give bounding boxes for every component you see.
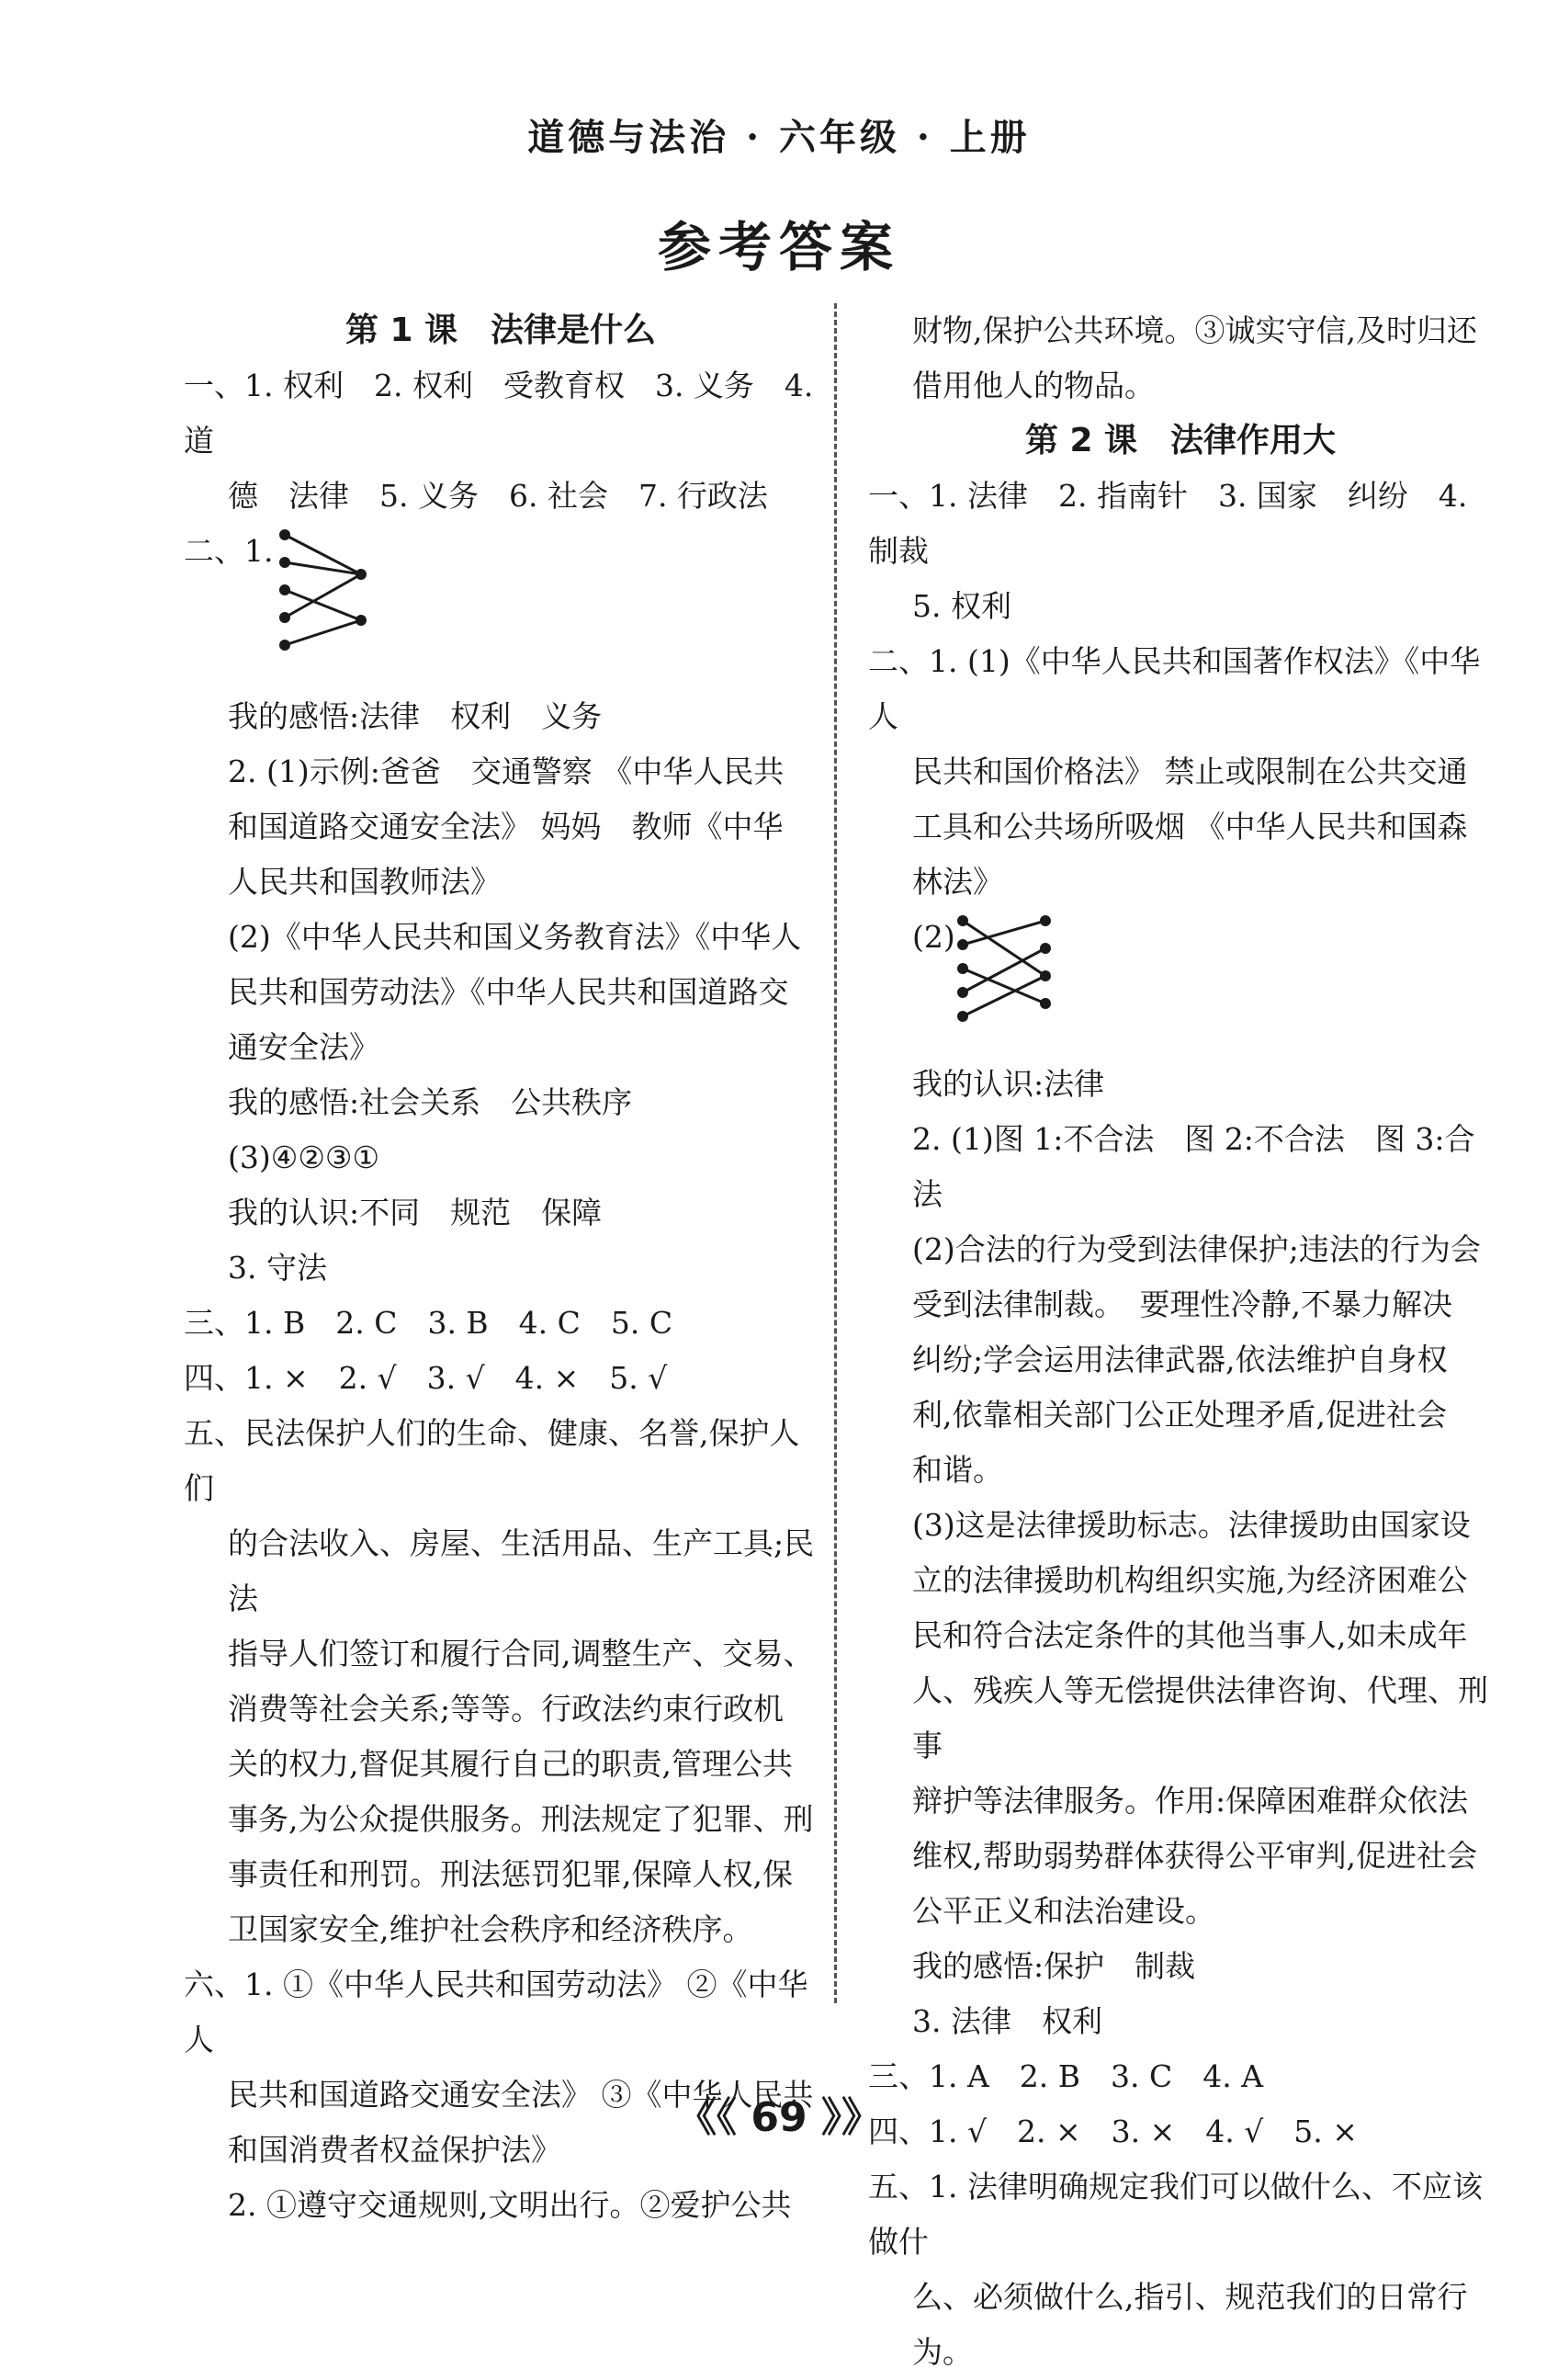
answer-line: 么、必须做什么,指引、规范我们的日常行为。 bbox=[912, 2279, 1468, 2370]
answer-line: 消费等社会关系;等等。行政法约束行政机 bbox=[228, 1691, 785, 1727]
answer-line: 的合法收入、房屋、生活用品、生产工具;民法 bbox=[228, 1525, 815, 1616]
answer-line: 利,依靠相关部门公正处理矛盾,促进社会 bbox=[912, 1397, 1447, 1433]
matching-diagram-2 bbox=[868, 910, 1493, 1057]
answer-line: 我的感悟:社会关系 公共秩序 bbox=[228, 1084, 633, 1120]
answer-line: 关的权力,督促其履行自己的职责,管理公共 bbox=[228, 1746, 793, 1782]
answer-line: 四、1. √ 2. × 3. × 4. √ 5. × bbox=[868, 2114, 1358, 2149]
lesson-1-title: 第 1 课 法律是什么 bbox=[344, 312, 657, 349]
answer-line: 人、残疾人等无偿提供法律咨询、代理、刑事 bbox=[912, 1672, 1488, 1763]
answer-line: 事责任和刑罚。刑法惩罚犯罪,保障人权,保 bbox=[228, 1856, 793, 1892]
matching-lines-diagram bbox=[955, 910, 1056, 1029]
answer-line: 二、1. (1)《中华人民共和国著作权法》《中华人 bbox=[868, 643, 1481, 734]
book-header: 道德与法治 · 六年级 · 上册 bbox=[527, 116, 1031, 159]
matching-lines-diagram bbox=[274, 524, 375, 680]
answer-line: (3)这是法律援助标志。法律援助由国家设 bbox=[912, 1507, 1471, 1543]
answer-line: 德 法律 5. 义务 6. 社会 7. 行政法 bbox=[228, 478, 768, 514]
answer-line: 人民共和国教师法》 bbox=[228, 864, 501, 900]
answer-line: (2)《中华人民共和国义务教育法》《中华人 bbox=[228, 919, 802, 955]
answer-line: 林法》 bbox=[912, 864, 1003, 900]
answer-line: 五、民法保护人们的生命、健康、名誉,保护人们 bbox=[184, 1415, 800, 1506]
answer-line: 一、1. 法律 2. 指南针 3. 国家 纠纷 4. 制裁 bbox=[868, 478, 1468, 569]
page-title: 参考答案 bbox=[657, 216, 900, 278]
answer-line: 六、1. ①《中华人民共和国劳动法》 ②《中华人 bbox=[184, 1966, 808, 2057]
answer-line: 财物,保护公共环境。③诚实守信,及时归还 bbox=[912, 312, 1477, 348]
answer-line: 我的认识:不同 规范 保障 bbox=[228, 1195, 603, 1230]
answer-line: 我的感悟:法律 权利 义务 bbox=[228, 698, 603, 734]
answer-line: 公平正义和法治建设。 bbox=[912, 1893, 1215, 1929]
lesson-2-title: 第 2 课 法律作用大 bbox=[1024, 422, 1337, 459]
answer-line: 2. (1)示例:爸爸 交通警察 《中华人民共 bbox=[228, 754, 785, 789]
answer-line: 我的认识:法律 bbox=[912, 1066, 1105, 1102]
answer-line: 通安全法》 bbox=[228, 1029, 379, 1065]
answer-line: 维权,帮助弱势群体获得公平审判,促进社会 bbox=[912, 1838, 1477, 1874]
answer-line: 纠纷;学会运用法律武器,依法维护自身权 bbox=[912, 1342, 1448, 1377]
answer-line: 5. 权利 bbox=[912, 588, 1011, 624]
answer-line: 四、1. × 2. √ 3. √ 4. × 5. √ bbox=[184, 1360, 668, 1396]
answer-line: 二、1. bbox=[184, 533, 274, 569]
answer-line: (2) bbox=[912, 919, 955, 955]
answer-line: 一、1. 权利 2. 权利 受教育权 3. 义务 4. 道 bbox=[184, 368, 814, 459]
answer-line: 3. 守法 bbox=[228, 1250, 327, 1286]
answer-line: 3. 法律 权利 bbox=[912, 2003, 1102, 2039]
column-divider bbox=[834, 303, 837, 2003]
answer-line: 卫国家安全,维护社会秩序和经济秩序。 bbox=[228, 1911, 753, 1947]
answer-line: 我的感悟:保护 制裁 bbox=[912, 1948, 1196, 1984]
answer-line: (3)④②③① bbox=[228, 1139, 380, 1175]
answer-line: 五、1. 法律明确规定我们可以做什么、不应该做什 bbox=[868, 2169, 1483, 2260]
answer-line: 和国道路交通安全法》 妈妈 教师《中华 bbox=[228, 809, 784, 844]
answer-line: (2)合法的行为受到法律保护;违法的行为会 bbox=[912, 1231, 1481, 1267]
left-column bbox=[184, 303, 818, 2233]
answer-line: 民共和国道路交通安全法》 ③《中华人民共 bbox=[228, 2077, 814, 2113]
answer-line: 2. ①遵守交通规则,文明出行。②爱护公共 bbox=[228, 2187, 792, 2223]
answer-line: 立的法律援助机构组织实施,为经济困难公 bbox=[912, 1562, 1468, 1598]
matching-diagram-1 bbox=[184, 524, 818, 689]
answer-line: 受到法律制裁。 要理性冷静,不暴力解决 bbox=[912, 1286, 1452, 1322]
answer-line: 辩护等法律服务。作用:保障困难群众依法 bbox=[912, 1783, 1469, 1819]
answer-line: 指导人们签订和履行合同,调整生产、交易、 bbox=[228, 1636, 814, 1672]
answer-line: 和国消费者权益保护法》 bbox=[228, 2132, 561, 2168]
answer-line: 民共和国劳动法》《中华人民共和国道路交 bbox=[228, 974, 789, 1010]
answer-line: 2. (1)图 1:不合法 图 2:不合法 图 3:合法 bbox=[912, 1121, 1475, 1212]
answer-line: 事务,为公众提供服务。刑法规定了犯罪、刑 bbox=[228, 1801, 814, 1837]
right-column bbox=[868, 303, 1493, 2380]
answer-line: 借用他人的物品。 bbox=[912, 368, 1155, 403]
answer-line: 和谐。 bbox=[912, 1452, 1003, 1488]
answer-line: 工具和公共场所吸烟 《中华人民共和国森 bbox=[912, 809, 1468, 844]
answer-line: 三、1. B 2. C 3. B 4. C 5. C bbox=[184, 1305, 673, 1341]
answer-line: 民共和国价格法》 禁止或限制在公共交通 bbox=[912, 754, 1468, 789]
page-number: 《《 69 》》 bbox=[676, 2094, 882, 2141]
answer-line: 三、1. A 2. B 3. C 4. A bbox=[868, 2058, 1264, 2094]
answer-line: 民和符合法定条件的其他当事人,如未成年 bbox=[912, 1617, 1468, 1653]
